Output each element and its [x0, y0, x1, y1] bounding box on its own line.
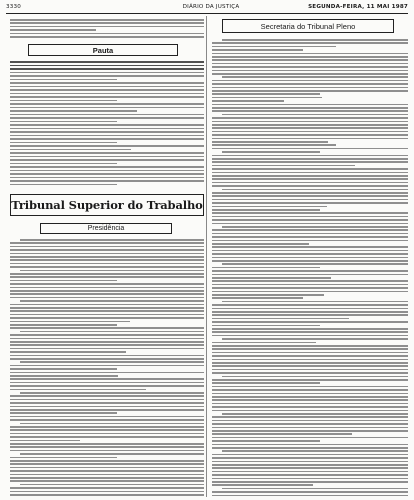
text-line — [212, 335, 408, 337]
text-line — [222, 338, 408, 340]
text-line — [212, 311, 408, 313]
text-line — [212, 73, 408, 75]
text-line — [10, 402, 204, 404]
text-line — [10, 287, 204, 289]
text-line — [212, 165, 355, 167]
text-line — [212, 406, 408, 408]
text-line — [212, 478, 408, 480]
text-line — [212, 42, 408, 44]
text-line — [10, 334, 204, 336]
text-line — [20, 331, 204, 333]
text-line — [10, 180, 204, 182]
text-line — [212, 209, 320, 211]
text-line — [10, 79, 117, 81]
text-line — [212, 433, 352, 435]
text-line — [10, 149, 131, 151]
text-line — [212, 93, 320, 95]
text-line — [212, 243, 309, 245]
text-line — [10, 246, 204, 248]
text-line — [10, 494, 204, 496]
text-line — [212, 124, 408, 126]
text-line — [212, 185, 408, 187]
text-line — [10, 310, 204, 312]
text-line — [212, 342, 316, 344]
text-line — [10, 100, 117, 102]
text-line — [10, 184, 117, 186]
text-line — [10, 355, 204, 357]
text-line — [212, 168, 408, 170]
text-line — [10, 29, 96, 31]
text-line — [10, 19, 204, 21]
text-line — [10, 72, 204, 74]
text-line — [212, 127, 408, 129]
text-line — [212, 117, 408, 119]
text-line — [10, 280, 117, 282]
court-heading: Tribunal Superior do Trabalho — [10, 194, 204, 216]
publication-date: SEGUNDA-FEIRA, 11 MAI 1987 — [308, 4, 408, 10]
text-line — [212, 389, 408, 391]
text-line — [10, 365, 204, 367]
text-line — [10, 399, 204, 401]
text-line — [212, 202, 408, 204]
text-line — [212, 199, 408, 201]
text-line — [10, 416, 204, 418]
text-line — [212, 141, 328, 143]
text-line — [212, 369, 408, 371]
text-line — [20, 239, 204, 241]
text-line — [212, 236, 408, 238]
text-line — [10, 368, 117, 370]
text-line — [212, 386, 408, 388]
text-line — [10, 443, 204, 445]
text-line — [10, 110, 137, 112]
text-line — [212, 178, 408, 180]
text-line — [10, 170, 204, 172]
text-line — [10, 26, 204, 28]
text-line — [20, 484, 204, 486]
text-line — [212, 246, 408, 248]
text-line — [212, 314, 408, 316]
text-line — [10, 470, 204, 472]
text-line — [212, 403, 408, 405]
text-line — [10, 283, 204, 285]
text-line — [10, 117, 204, 119]
text-line — [10, 467, 204, 469]
text-line — [212, 49, 303, 51]
text-line — [212, 393, 408, 395]
text-line — [212, 267, 320, 269]
text-line — [222, 189, 408, 191]
text-line — [10, 450, 204, 452]
text-line — [10, 177, 204, 179]
text-line — [10, 68, 204, 70]
text-line — [10, 121, 117, 123]
text-line — [10, 436, 204, 438]
text-line — [212, 464, 408, 466]
text-line — [212, 280, 408, 282]
text-line — [10, 477, 204, 479]
intro-paragraph — [10, 18, 204, 40]
text-line — [10, 382, 204, 384]
text-line — [10, 440, 80, 442]
text-line — [10, 256, 204, 258]
text-line — [212, 365, 408, 367]
text-line — [20, 361, 204, 363]
text-line — [212, 53, 408, 55]
text-line — [10, 128, 204, 130]
text-line — [10, 173, 204, 175]
text-line — [10, 242, 204, 244]
text-line — [10, 307, 204, 309]
text-line — [20, 392, 204, 394]
text-line — [212, 59, 408, 61]
text-line — [212, 495, 408, 497]
text-line — [212, 80, 408, 82]
presidencia-heading: Presidência — [40, 223, 172, 234]
text-line — [212, 359, 408, 361]
text-line — [212, 134, 408, 136]
text-line — [212, 474, 408, 476]
text-line — [212, 308, 408, 310]
text-line — [212, 454, 408, 456]
text-line — [212, 97, 322, 99]
text-line — [10, 103, 204, 105]
text-line — [212, 294, 324, 296]
text-line — [212, 240, 408, 242]
text-line — [10, 124, 204, 126]
page-number: 3330 — [6, 4, 22, 10]
text-line — [212, 318, 349, 320]
text-line — [10, 491, 204, 493]
text-line — [10, 389, 146, 391]
text-line — [10, 375, 118, 377]
text-line — [212, 467, 408, 469]
text-line — [212, 175, 408, 177]
column-divider — [206, 16, 207, 497]
text-line — [212, 410, 408, 412]
text-line — [10, 463, 204, 465]
text-line — [222, 376, 408, 378]
text-line — [10, 159, 204, 161]
text-line — [212, 491, 408, 493]
text-line — [212, 420, 408, 422]
text-line — [10, 406, 204, 408]
text-line — [10, 290, 204, 292]
text-line — [10, 338, 204, 340]
text-line — [20, 453, 204, 455]
text-line — [212, 274, 408, 276]
text-line — [212, 325, 320, 327]
text-line — [222, 263, 408, 265]
text-line — [10, 426, 204, 428]
text-line — [10, 114, 204, 116]
text-line — [222, 76, 408, 78]
text-line — [10, 145, 204, 147]
text-line — [222, 450, 408, 452]
text-line — [212, 250, 408, 252]
text-line — [212, 63, 408, 65]
text-line — [222, 301, 408, 303]
text-line — [10, 276, 204, 278]
text-line — [10, 378, 204, 380]
text-line — [212, 253, 408, 255]
text-line — [10, 457, 117, 459]
text-line — [10, 460, 204, 462]
text-line — [10, 409, 204, 411]
text-line — [10, 341, 204, 343]
text-line — [20, 300, 204, 302]
text-line — [212, 66, 408, 68]
text-line — [212, 144, 336, 146]
text-line — [222, 114, 408, 116]
text-line — [212, 46, 336, 48]
text-line — [10, 266, 204, 268]
text-line — [10, 61, 204, 63]
text-line — [212, 219, 408, 221]
text-line — [10, 166, 204, 168]
text-line — [222, 226, 408, 228]
text-line — [10, 351, 126, 353]
text-line — [10, 89, 204, 91]
text-line — [212, 100, 284, 102]
text-line — [212, 484, 313, 486]
text-line — [212, 107, 408, 109]
text-line — [212, 110, 408, 112]
text-line — [212, 304, 408, 306]
text-line — [212, 382, 320, 384]
text-line — [212, 297, 303, 299]
text-line — [212, 83, 408, 85]
text-line — [10, 385, 204, 387]
text-line — [212, 284, 408, 286]
text-line — [10, 433, 204, 435]
text-line — [212, 321, 408, 323]
text-line — [20, 270, 204, 272]
text-line — [212, 291, 408, 293]
text-line — [10, 259, 204, 261]
text-line — [10, 419, 204, 421]
text-line — [212, 416, 408, 418]
text-line — [10, 304, 204, 306]
text-line — [212, 423, 408, 425]
publication-title: DIÁRIO DA JUSTIÇA — [182, 4, 240, 10]
text-line — [212, 461, 408, 463]
text-line — [10, 358, 204, 360]
text-line — [10, 429, 204, 431]
header-rule — [6, 13, 408, 14]
text-line — [10, 135, 204, 137]
text-line — [212, 348, 408, 350]
text-line — [212, 427, 408, 429]
text-line — [212, 355, 408, 357]
text-line — [222, 413, 408, 415]
text-line — [212, 437, 408, 439]
text-line — [10, 395, 204, 397]
text-line — [10, 36, 204, 38]
text-line — [212, 216, 408, 218]
text-line — [212, 158, 408, 160]
text-line — [212, 372, 408, 374]
text-line — [10, 93, 204, 95]
text-line — [212, 270, 408, 272]
text-line — [10, 65, 204, 67]
text-line — [10, 293, 204, 295]
presidencia-body — [10, 238, 204, 496]
text-line — [10, 344, 204, 346]
text-line — [10, 75, 204, 77]
text-line — [10, 480, 204, 482]
text-line — [212, 447, 408, 449]
text-line — [10, 297, 204, 299]
text-line — [212, 457, 408, 459]
text-line — [10, 321, 130, 323]
text-line — [10, 249, 204, 251]
pauta-heading: Pauta — [28, 44, 178, 56]
text-line — [212, 352, 408, 354]
text-line — [212, 148, 408, 150]
text-line — [10, 86, 204, 88]
text-line — [10, 324, 117, 326]
text-line — [212, 223, 408, 225]
text-line — [20, 423, 204, 425]
text-line — [212, 90, 408, 92]
text-line — [10, 348, 204, 350]
text-line — [212, 430, 408, 432]
text-line — [212, 212, 408, 214]
text-line — [212, 70, 408, 72]
text-line — [212, 131, 408, 133]
text-line — [10, 273, 204, 275]
text-line — [10, 317, 204, 319]
secretaria-body — [212, 38, 408, 496]
text-line — [10, 107, 204, 109]
text-line — [212, 331, 408, 333]
text-line — [212, 399, 408, 401]
text-line — [212, 155, 408, 157]
pauta-listing — [10, 60, 204, 188]
text-line — [212, 206, 327, 208]
text-line — [212, 440, 320, 442]
text-line — [212, 444, 408, 446]
text-line — [212, 87, 408, 89]
text-line — [222, 488, 408, 490]
text-line — [10, 446, 204, 448]
text-line — [212, 56, 408, 58]
text-line — [10, 142, 117, 144]
text-line — [10, 372, 204, 374]
text-line — [212, 161, 408, 163]
text-line — [222, 39, 408, 41]
text-line — [10, 327, 204, 329]
text-line — [212, 121, 408, 123]
text-line — [212, 362, 408, 364]
text-line — [10, 82, 204, 84]
text-line — [10, 96, 204, 98]
text-line — [10, 131, 204, 133]
text-line — [10, 263, 204, 265]
text-line — [10, 474, 204, 476]
text-line — [212, 257, 408, 259]
text-line — [212, 192, 408, 194]
text-line — [212, 379, 408, 381]
text-line — [212, 138, 408, 140]
text-line — [10, 487, 204, 489]
text-line — [10, 253, 204, 255]
text-line — [10, 412, 117, 414]
text-line — [212, 233, 408, 235]
text-line — [10, 152, 204, 154]
text-line — [212, 195, 408, 197]
text-line — [212, 345, 408, 347]
text-line — [10, 156, 204, 158]
text-line — [10, 33, 204, 35]
text-line — [212, 260, 408, 262]
text-line — [212, 182, 408, 184]
text-line — [212, 481, 408, 483]
text-line — [10, 22, 204, 24]
text-line — [212, 277, 331, 279]
text-line — [212, 104, 408, 106]
text-line — [212, 287, 408, 289]
secretaria-heading: Secretaria do Tribunal Pleno — [222, 19, 394, 33]
text-line — [10, 314, 204, 316]
text-line — [222, 151, 320, 153]
text-line — [10, 163, 117, 165]
text-line — [212, 229, 408, 231]
text-line — [212, 328, 408, 330]
text-line — [212, 471, 408, 473]
text-line — [212, 396, 408, 398]
text-line — [10, 138, 204, 140]
text-line — [212, 172, 408, 174]
